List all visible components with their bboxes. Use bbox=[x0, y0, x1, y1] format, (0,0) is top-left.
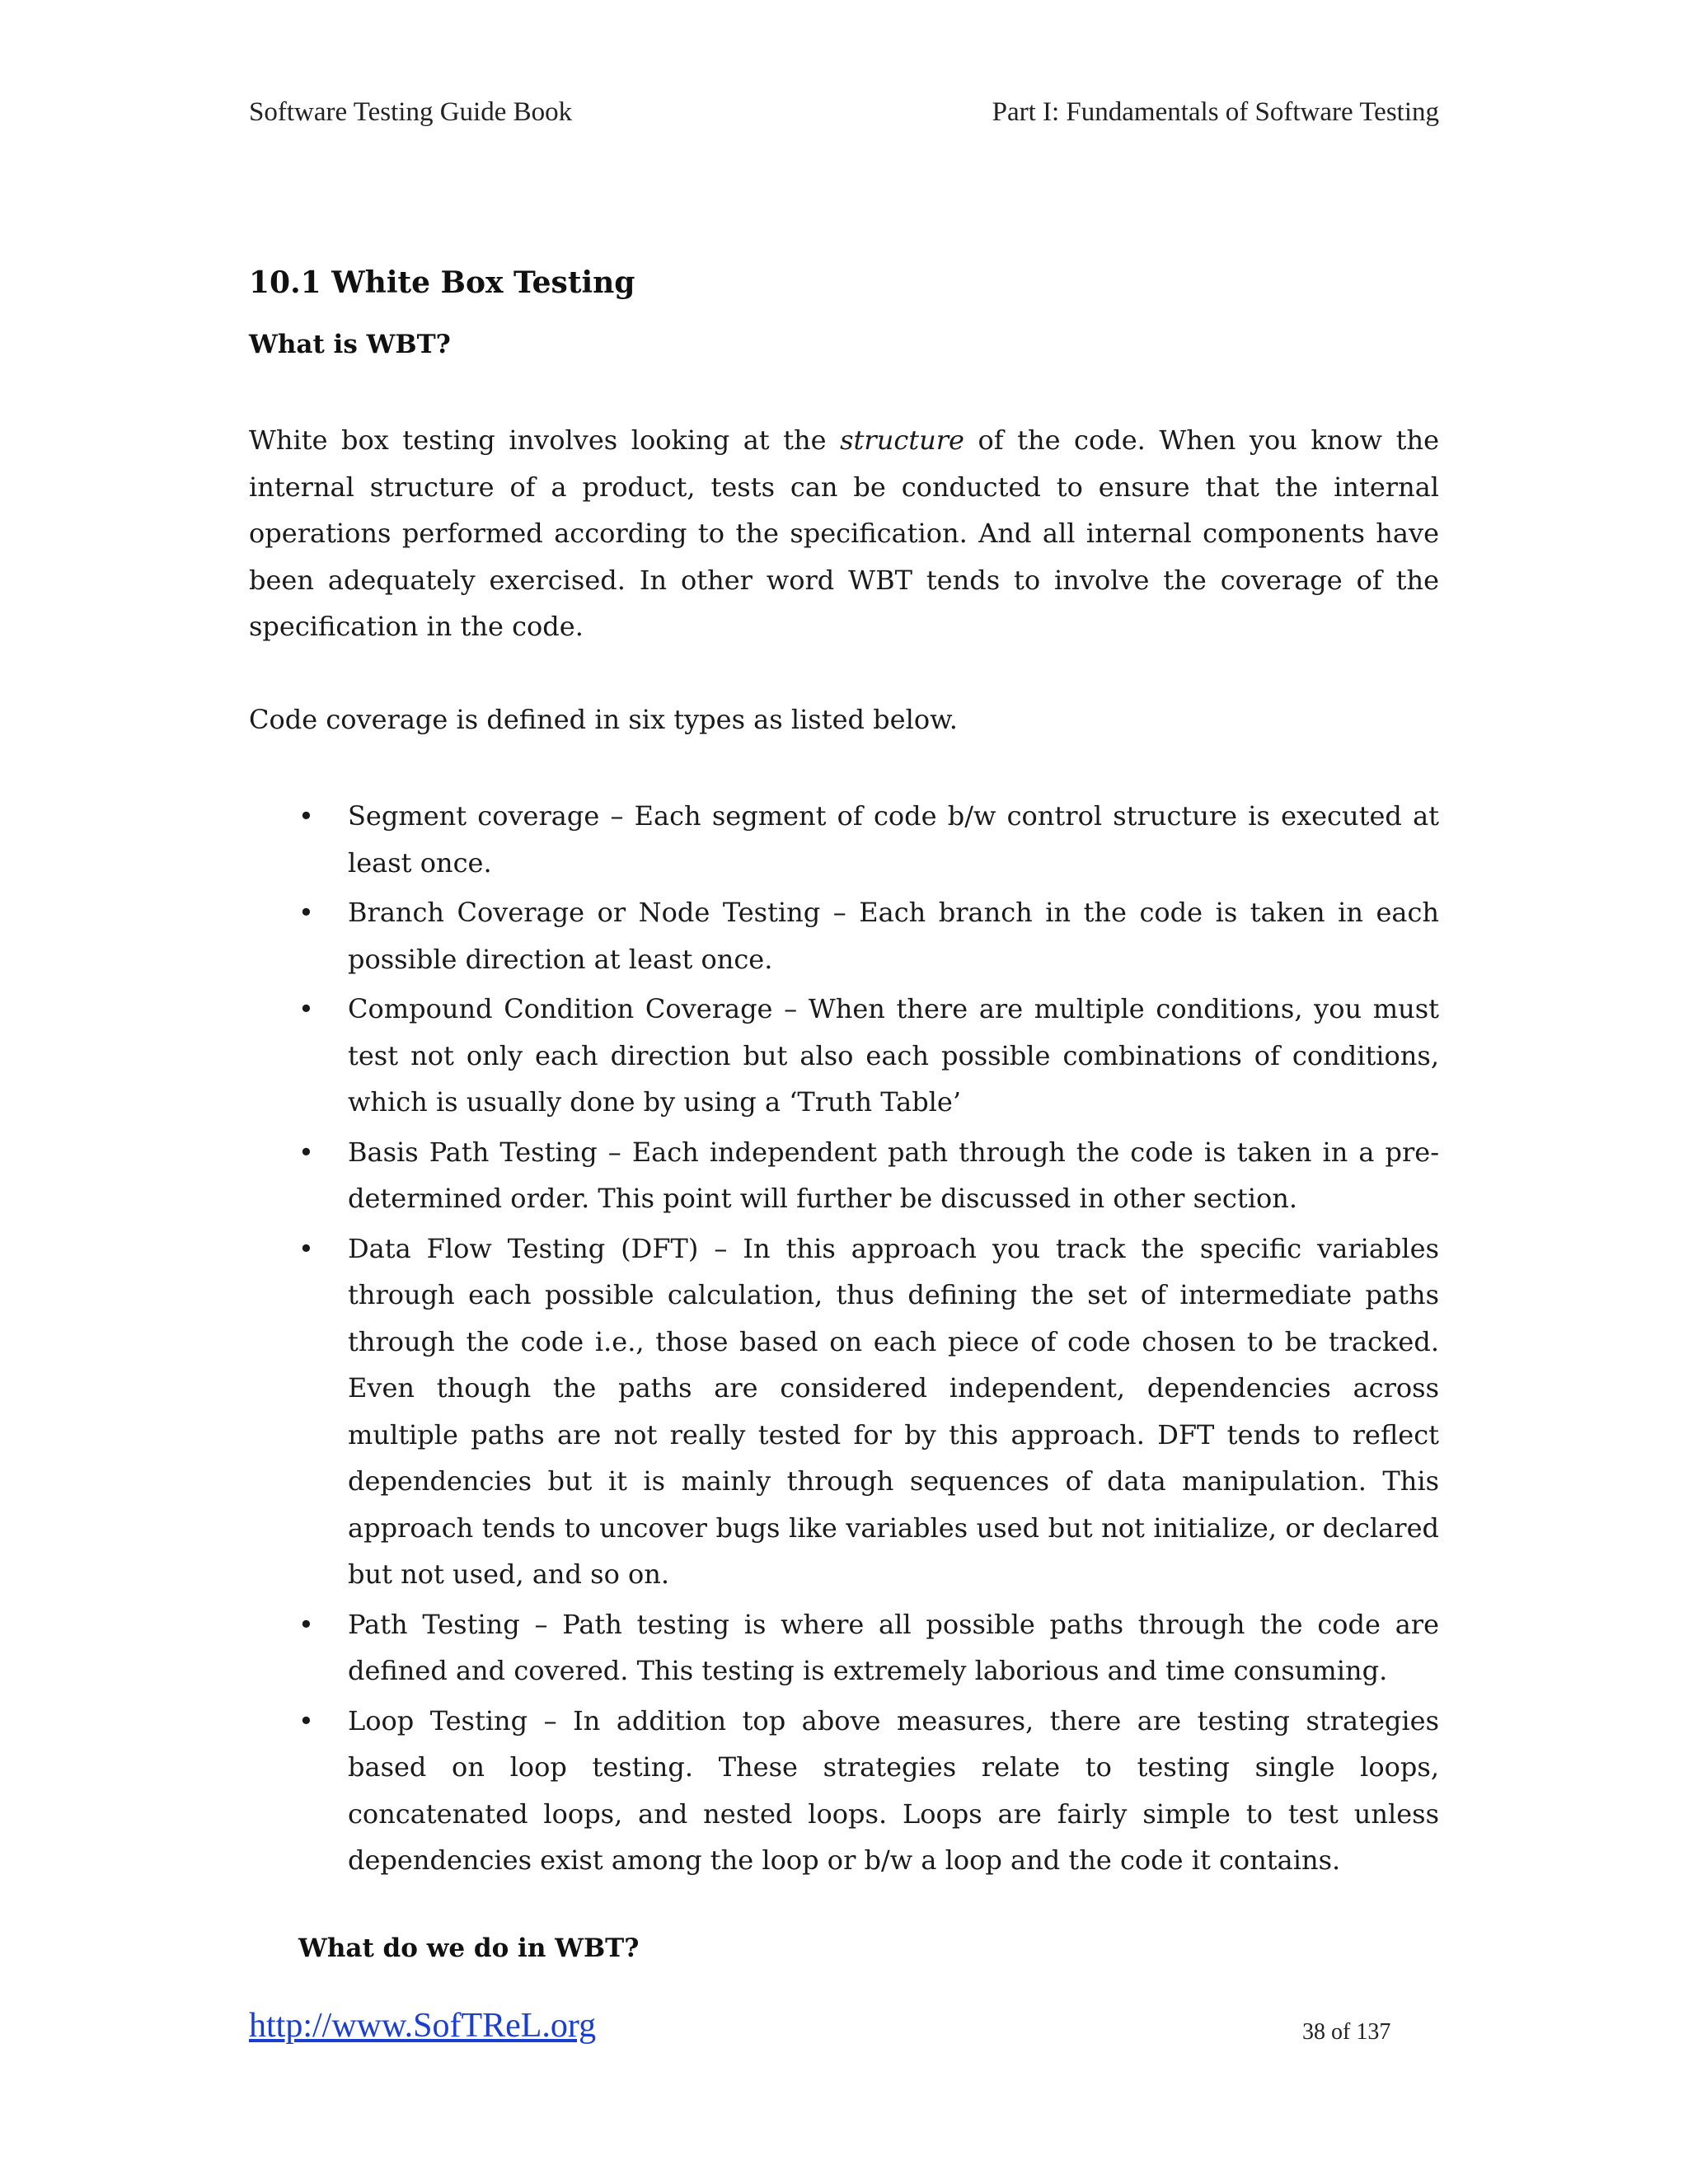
coverage-list bbox=[249, 793, 1439, 1887]
subsection-title: What is WBT? bbox=[249, 330, 451, 359]
list-item-text: Path Testing – Path testing is where all possible paths through the code are defined and covered. This testing is extremely laborious and time consuming. bbox=[348, 1608, 1439, 1686]
section-title: 10.1 White Box Testing bbox=[249, 265, 635, 300]
running-header bbox=[249, 97, 1439, 128]
header-book-title: Software Testing Guide Book bbox=[249, 97, 573, 127]
intro-paragraph bbox=[249, 417, 1439, 650]
list-item-text: Segment coverage – Each segment of code b/w control structure is executed at least once. bbox=[348, 800, 1439, 879]
bullet-icon: • bbox=[298, 1232, 314, 1264]
list-item bbox=[249, 889, 1439, 982]
list-item-text: Basis Path Testing – Each independent path through the code is taken in a pre-determined order. This point will further be discussed in other section. bbox=[348, 1136, 1439, 1214]
intro-text-end: of the code. When you know the internal structure of a product, tests can be conducted to ensure that the internal operations performed according to the specification. And all internal components have been adequately exercised. In other word WBT tends to involve the coverage of the specification in the code. bbox=[249, 424, 1440, 642]
intro-text-start: White box testing involves looking at the bbox=[249, 424, 841, 456]
coverage-lead: Code coverage is defined in six types as listed below. bbox=[249, 704, 958, 735]
header-part-title: Part I: Fundamentals of Software Testing bbox=[992, 97, 1439, 127]
page-number: 38 of 137 bbox=[1302, 2019, 1391, 2045]
list-item-text: Data Flow Testing (DFT) – In this approach you track the specific variables through each possible calculation, thus defining the set of intermediate paths through the code i.e., those based on each piece of code chosen to be tracked. Even though the paths are considered independent, dependencies across multiple paths are not really tested for by this approach. DFT tends to reflect dependencies but it is mainly through sequences of data manipulation. This approach tends to uncover bugs like variables used but not initialize, or declared but not used, and so on. bbox=[348, 1232, 1439, 1590]
list-item bbox=[249, 1601, 1439, 1694]
bullet-icon: • bbox=[298, 1704, 314, 1736]
list-item-text: Loop Testing – In addition top above measures, there are testing strategies based on loop testing. These strategies relate to testing single loops, concatenated loops, and nested loops. Loops are fairly simple to test unless dependencies exist among the loop or b/w a loop and the code it contains. bbox=[348, 1704, 1439, 1876]
intro-emphasis: structure bbox=[840, 424, 964, 456]
list-item bbox=[249, 1129, 1439, 1222]
list-item-text: Compound Condition Coverage – When there are multiple conditions, you must test not only each direction but also each possible combinations of conditions, which is usually done by using a ‘Truth Table’ bbox=[348, 993, 1439, 1118]
footer-website-link[interactable]: http://www.SofTReL.org bbox=[249, 2007, 597, 2045]
list-item bbox=[249, 986, 1439, 1126]
bullet-icon: • bbox=[298, 1608, 314, 1640]
list-item bbox=[249, 793, 1439, 886]
next-subsection-title: What do we do in WBT? bbox=[298, 1933, 640, 1963]
bullet-icon: • bbox=[298, 897, 314, 928]
bullet-icon: • bbox=[298, 1136, 314, 1168]
list-item bbox=[249, 1698, 1439, 1884]
list-item-text: Branch Coverage or Node Testing – Each branch in the code is taken in each possible direction at least once. bbox=[348, 897, 1439, 975]
bullet-icon: • bbox=[298, 993, 314, 1024]
list-item bbox=[249, 1226, 1439, 1598]
bullet-icon: • bbox=[298, 800, 314, 832]
